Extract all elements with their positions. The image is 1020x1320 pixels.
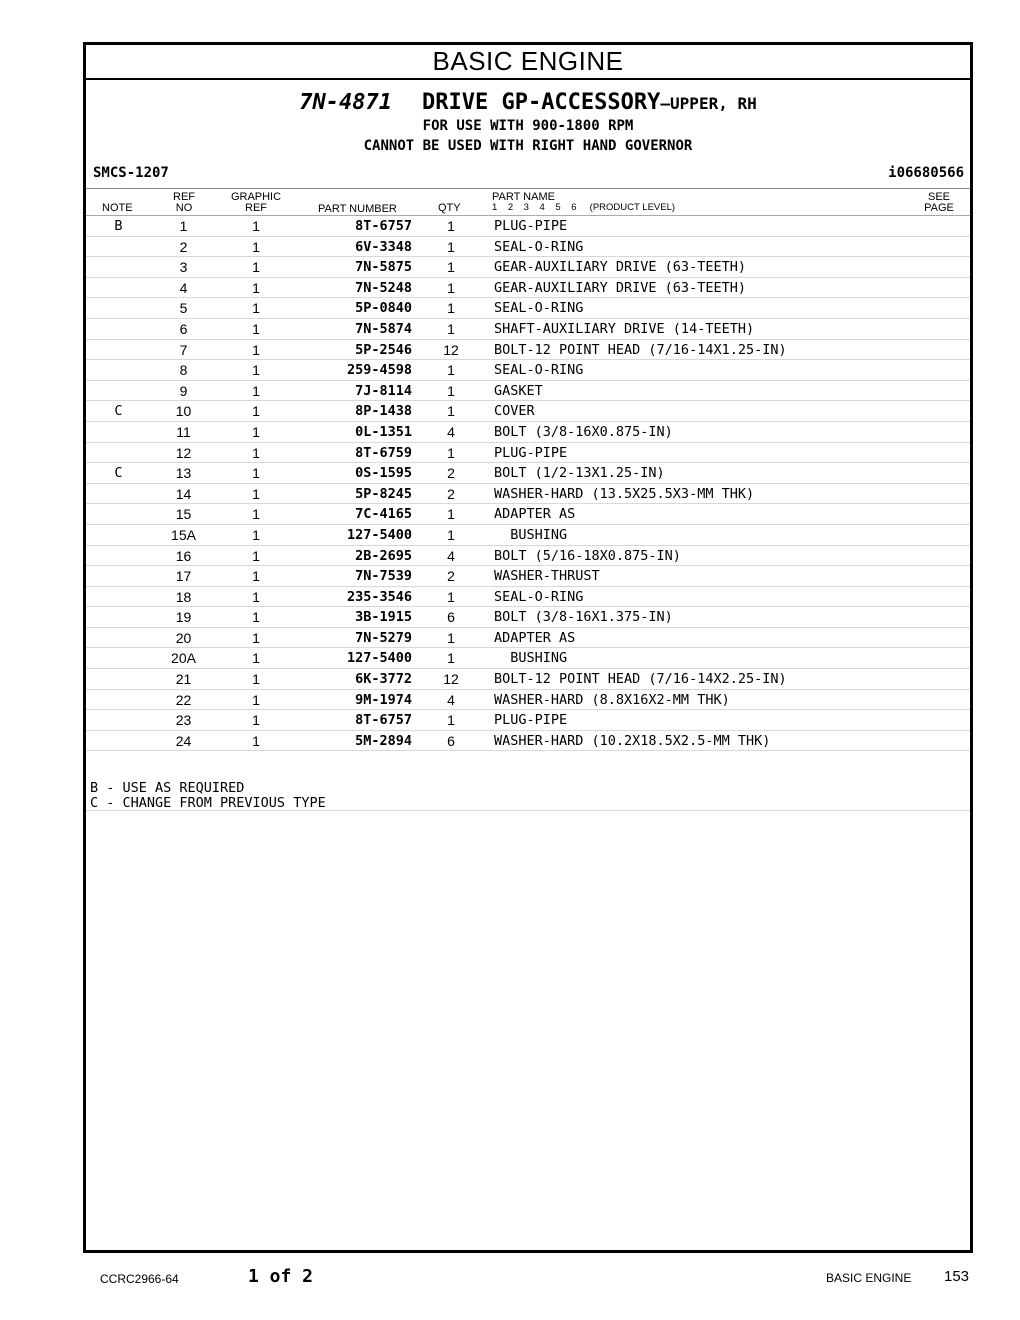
col-header-ref-top: REF [173, 191, 195, 203]
cell-ref-no: 7 [179, 341, 188, 358]
cell-qty: 1 [447, 362, 455, 379]
cell-note: C [114, 403, 123, 420]
group-subtitle-2: CANNOT BE USED WITH RIGHT HAND GOVERNOR [363, 138, 693, 154]
table-row [86, 298, 970, 319]
cell-part-name: BOLT-12 POINT HEAD (7/16-14X2.25-IN) [494, 671, 787, 688]
cell-note: B [114, 218, 123, 234]
cell-ref-no: 10 [175, 403, 192, 420]
cell-part-name: SEAL-O-RING [494, 588, 584, 605]
cell-qty: 2 [447, 485, 455, 502]
cell-qty: 6 [447, 609, 455, 626]
cell-part-name: GEAR-AUXILIARY DRIVE (63-TEETH) [494, 279, 746, 296]
cell-part-name: WASHER-HARD (10.2X18.5X2.5-MM THK) [494, 732, 771, 749]
cell-ref-no: 9 [179, 382, 188, 399]
cell-part-number: 259-4598 [346, 362, 412, 379]
cell-part-number: 8T-6759 [355, 444, 412, 461]
cell-part-number: 127-5400 [346, 526, 412, 543]
cell-qty: 2 [447, 568, 455, 585]
col-header-graphic-bottom: REF [245, 202, 267, 214]
footer-page-number: 153 [944, 1268, 970, 1285]
table-row [86, 216, 970, 237]
cell-qty: 1 [447, 712, 455, 729]
notes-divider [86, 810, 970, 811]
note-c: C - CHANGE FROM PREVIOUS TYPE [90, 795, 326, 811]
cell-ref-no: 5 [179, 300, 188, 317]
cell-part-number: 5M-2894 [355, 732, 412, 749]
cell-graphic-ref: 1 [252, 712, 260, 729]
cell-part-number: 8T-6757 [355, 218, 412, 234]
cell-graphic-ref: 1 [252, 485, 260, 502]
cell-part-name: BOLT (1/2-13X1.25-IN) [494, 465, 665, 482]
cell-graphic-ref: 1 [252, 526, 260, 543]
cell-part-name: SEAL-O-RING [494, 238, 584, 255]
cell-qty: 2 [447, 465, 455, 482]
cell-ref-no: 6 [179, 320, 188, 337]
group-name: DRIVE GP-ACCESSORY [421, 90, 661, 115]
table-row [86, 278, 970, 299]
col-header-graphic-top: GRAPHIC [230, 191, 282, 203]
group-title [86, 89, 970, 118]
table-row [86, 566, 970, 587]
cell-part-number: 0L-1351 [355, 423, 412, 440]
cell-qty: 1 [447, 279, 455, 296]
cell-ref-no: 16 [175, 547, 192, 564]
cell-graphic-ref: 1 [252, 382, 260, 399]
cell-part-number: 5P-0840 [355, 300, 412, 317]
cell-qty: 1 [447, 506, 455, 523]
cell-qty: 6 [447, 732, 455, 749]
cell-part-number: 7N-5874 [355, 320, 412, 337]
cell-ref-no: 22 [175, 691, 192, 708]
cell-qty: 1 [447, 238, 455, 255]
cell-part-number: 7N-5875 [355, 259, 412, 276]
cell-part-number: 5P-8245 [355, 485, 412, 502]
group-name-suffix: —UPPER, RH [660, 94, 757, 113]
cell-ref-no: 1 [179, 218, 188, 234]
cell-part-number: 8P-1438 [355, 403, 412, 420]
cell-graphic-ref: 1 [252, 609, 260, 626]
cell-graphic-ref: 1 [252, 691, 260, 708]
cell-ref-no: 20A [171, 650, 196, 667]
footer-page-of: 1 of 2 [248, 1266, 314, 1287]
col-header-product-level: 1 2 3 4 5 6 (PRODUCT LEVEL) [492, 202, 676, 213]
cell-part-name: BOLT-12 POINT HEAD (7/16-14X1.25-IN) [494, 341, 787, 358]
cell-note: C [114, 465, 123, 482]
cell-graphic-ref: 1 [252, 320, 260, 337]
cell-part-name: WASHER-HARD (13.5X25.5X3-MM THK) [494, 485, 755, 502]
group-part-number: 7N-4871 [299, 90, 392, 115]
table-row [86, 401, 970, 422]
cell-part-name: BOLT (3/8-16X1.375-IN) [494, 609, 673, 626]
cell-graphic-ref: 1 [252, 732, 260, 749]
cell-ref-no: 18 [175, 588, 192, 605]
smcs-code: SMCS-1207 [93, 165, 169, 181]
table-row [86, 504, 970, 525]
cell-graphic-ref: 1 [252, 671, 260, 688]
cell-qty: 1 [447, 300, 455, 317]
cell-qty: 1 [447, 382, 455, 399]
cell-ref-no: 15 [175, 506, 192, 523]
col-header-qty: QTY [438, 202, 461, 214]
table-row [86, 587, 970, 608]
cell-qty: 1 [447, 218, 455, 234]
table-row [86, 484, 970, 505]
col-header-see-top: SEE [927, 191, 950, 203]
cell-qty: 1 [447, 588, 455, 605]
cell-part-name: SHAFT-AUXILIARY DRIVE (14-TEETH) [494, 320, 755, 337]
col-header-ref-bottom: NO [175, 202, 193, 214]
cell-ref-no: 11 [176, 423, 191, 440]
cell-ref-no: 4 [179, 279, 188, 296]
cell-part-name: BUSHING [494, 650, 568, 667]
cell-graphic-ref: 1 [252, 341, 260, 358]
illustration-id: i06680566 [888, 165, 964, 181]
cell-part-name: GASKET [494, 382, 543, 399]
table-row [86, 690, 970, 711]
table-row [86, 319, 970, 340]
cell-graphic-ref: 1 [252, 300, 260, 317]
cell-graphic-ref: 1 [252, 547, 260, 564]
cell-ref-no: 19 [175, 609, 192, 626]
note-b: B - USE AS REQUIRED [90, 780, 245, 796]
cell-qty: 1 [447, 259, 455, 276]
table-row [86, 648, 970, 669]
cell-part-name: BOLT (5/16-18X0.875-IN) [494, 547, 681, 564]
table-row [86, 340, 970, 361]
col-header-see-bottom: PAGE [924, 202, 954, 214]
cell-part-name: WASHER-HARD (8.8X16X2-MM THK) [494, 691, 730, 708]
col-header-note: NOTE [102, 202, 133, 214]
cell-part-number: 3B-1915 [355, 609, 412, 626]
section-title: BASIC ENGINE [86, 45, 970, 80]
cell-part-name: PLUG-PIPE [494, 444, 568, 461]
cell-part-name: PLUG-PIPE [494, 218, 568, 234]
cell-ref-no: 2 [179, 238, 188, 255]
cell-qty: 12 [443, 341, 459, 358]
cell-graphic-ref: 1 [252, 259, 260, 276]
cell-part-number: 7C-4165 [355, 506, 412, 523]
cell-graphic-ref: 1 [252, 588, 260, 605]
cell-qty: 1 [447, 403, 455, 420]
table-row [86, 525, 970, 546]
page-frame [83, 42, 973, 1253]
cell-graphic-ref: 1 [252, 218, 260, 234]
cell-ref-no: 15A [171, 526, 196, 543]
footer-document-code: CCRC2966-64 [100, 1272, 179, 1286]
cell-qty: 1 [447, 629, 455, 646]
cell-ref-no: 8 [179, 362, 188, 379]
cell-part-name: WASHER-THRUST [494, 568, 600, 585]
cell-qty: 4 [447, 691, 455, 708]
cell-part-number: 2B-2695 [355, 547, 412, 564]
table-row [86, 731, 970, 752]
cell-qty: 4 [447, 423, 455, 440]
cell-graphic-ref: 1 [252, 423, 260, 440]
cell-part-name: COVER [494, 403, 535, 420]
cell-graphic-ref: 1 [252, 362, 260, 379]
cell-qty: 1 [447, 444, 455, 461]
cell-part-number: 6V-3348 [355, 238, 412, 255]
table-row [86, 257, 970, 278]
cell-part-number: 235-3546 [346, 588, 412, 605]
cell-qty: 4 [447, 547, 455, 564]
cell-part-name: ADAPTER AS [494, 506, 576, 523]
group-subtitle-1: FOR USE WITH 900-1800 RPM [422, 118, 634, 134]
cell-ref-no: 13 [175, 465, 192, 482]
cell-part-name: BOLT (3/8-16X0.875-IN) [494, 423, 673, 440]
cell-graphic-ref: 1 [252, 279, 260, 296]
cell-ref-no: 20 [175, 629, 192, 646]
cell-part-name: BUSHING [494, 526, 568, 543]
table-row [86, 628, 970, 649]
cell-part-number: 6K-3772 [355, 671, 412, 688]
table-row [86, 463, 970, 484]
cell-graphic-ref: 1 [252, 650, 260, 667]
cell-part-number: 5P-2546 [355, 341, 412, 358]
cell-part-number: 127-5400 [346, 650, 412, 667]
table-row [86, 360, 970, 381]
col-header-part-name: PART NAME [492, 191, 555, 203]
cell-part-number: 7N-5248 [355, 279, 412, 296]
footer-section: BASIC ENGINE [826, 1271, 912, 1285]
table-row [86, 546, 970, 567]
parts-table-body [86, 216, 970, 751]
cell-part-name: GEAR-AUXILIARY DRIVE (63-TEETH) [494, 259, 746, 276]
cell-ref-no: 12 [175, 444, 192, 461]
cell-part-number: 7N-5279 [355, 629, 412, 646]
cell-graphic-ref: 1 [252, 465, 260, 482]
cell-graphic-ref: 1 [252, 629, 260, 646]
cell-ref-no: 21 [175, 671, 192, 688]
cell-part-name: SEAL-O-RING [494, 300, 584, 317]
cell-ref-no: 17 [175, 568, 192, 585]
cell-part-name: PLUG-PIPE [494, 712, 568, 729]
table-row [86, 237, 970, 258]
cell-ref-no: 14 [175, 485, 192, 502]
table-row [86, 443, 970, 464]
col-header-part-number: PART NUMBER [318, 203, 397, 215]
cell-part-number: 9M-1974 [355, 691, 412, 708]
cell-graphic-ref: 1 [252, 444, 260, 461]
cell-part-number: 7N-7539 [355, 568, 412, 585]
cell-part-name: SEAL-O-RING [494, 362, 584, 379]
cell-graphic-ref: 1 [252, 403, 260, 420]
cell-part-number: 8T-6757 [355, 712, 412, 729]
table-row [86, 669, 970, 690]
cell-ref-no: 3 [179, 259, 188, 276]
cell-graphic-ref: 1 [252, 238, 260, 255]
cell-qty: 1 [447, 526, 455, 543]
cell-qty: 12 [443, 671, 459, 688]
cell-qty: 1 [447, 320, 455, 337]
cell-part-name: ADAPTER AS [494, 629, 576, 646]
notes-block [90, 781, 326, 811]
cell-qty: 1 [447, 650, 455, 667]
table-row [86, 607, 970, 628]
cell-graphic-ref: 1 [252, 506, 260, 523]
table-row [86, 422, 970, 443]
header-divider [86, 188, 970, 189]
cell-ref-no: 24 [175, 732, 192, 749]
cell-part-number: 7J-8114 [355, 382, 412, 399]
cell-ref-no: 23 [175, 712, 192, 729]
table-row [86, 381, 970, 402]
table-row [86, 710, 970, 731]
cell-part-number: 0S-1595 [355, 465, 412, 482]
cell-graphic-ref: 1 [252, 568, 260, 585]
